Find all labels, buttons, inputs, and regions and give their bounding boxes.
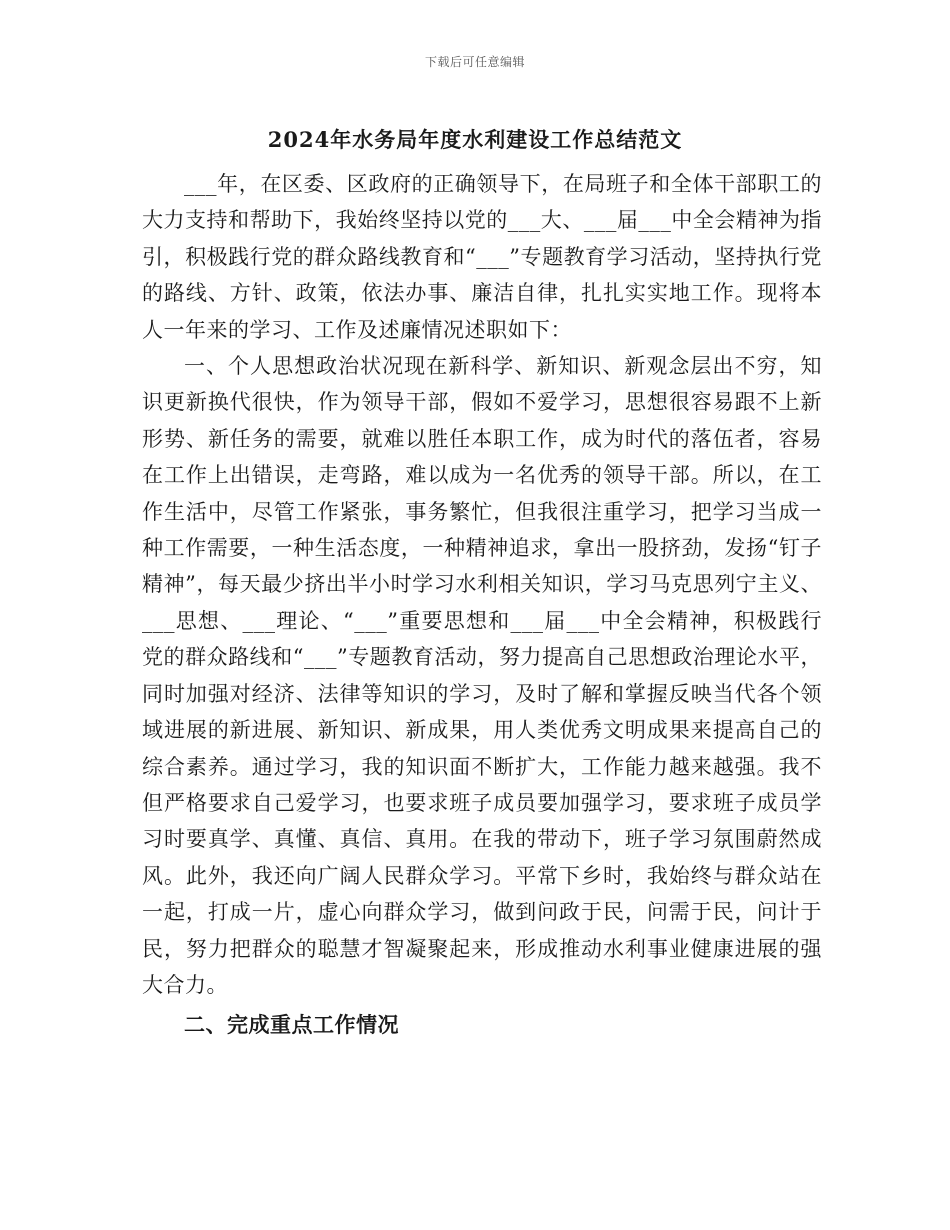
page-header-note: 下载后可任意编辑 bbox=[424, 55, 525, 69]
section-two-heading: 二、完成重点工作情况 bbox=[184, 1012, 399, 1038]
document-body bbox=[142, 166, 822, 1044]
document-title: 2024年水务局年度水利建设工作总结范文 bbox=[267, 127, 683, 152]
intro-paragraph: ___年，在区委、区政府的正确领导下，在局班子和全体干部职工的大力支持和帮助下，我始终坚持以党的___大、___届___中全会精神为指引，积极践行党的群众路线教育和“___”专题教育学习活动，坚持执行党的路线、方针、政策，依法办事、廉洁自律，扎扎实实地工作。现将本人一年来的学习、工作及述廉情况述职如下： bbox=[142, 172, 822, 342]
section-one-paragraph: 一、个人思想政治状况现在新科学、新知识、新观念层出不穷，知识更新换代很快，作为领导干部，假如不爱学习，思想很容易跟不上新形势、新任务的需要，就难以胜任本职工作，成为时代的落伍者，容易在工作上出错误，走弯路，难以成为一名优秀的领导干部。所以，在工作生活中，尽管工作紧张，事务繁忙，但我很注重学习，把学习当成一种工作需要，一种生活态度，一种精神追求，拿出一股挤劲，发扬“钉子精神”，每天最少挤出半小时学习水利相关知识，学习马克思列宁主义、___思想、___理论、“___”重要思想和___届___中全会精神，积极践行党的群众路线和“___”专题教育活动，努力提高自己思想政治理论水平，同时加强对经济、法律等知识的学习，及时了解和掌握反映当代各个领域进展的新进展、新知识、新成果，用人类优秀文明成果来提高自己的综合素养。通过学习，我的知识面不断扩大，工作能力越来越强。我不但严格要求自己爱学习，也要求班子成员要加强学习，要求班子成员学习时要真学、真懂、真信、真用。在我的带动下，班子学习氛围蔚然成风。此外，我还向广阔人民群众学习。平常下乡时，我始终与群众站在一起，打成一片，虚心向群众学习，做到问政于民，问需于民，问计于民，努力把群众的聪慧才智凝聚起来，形成推动水利事业健康进展的强大合力。 bbox=[142, 354, 822, 997]
